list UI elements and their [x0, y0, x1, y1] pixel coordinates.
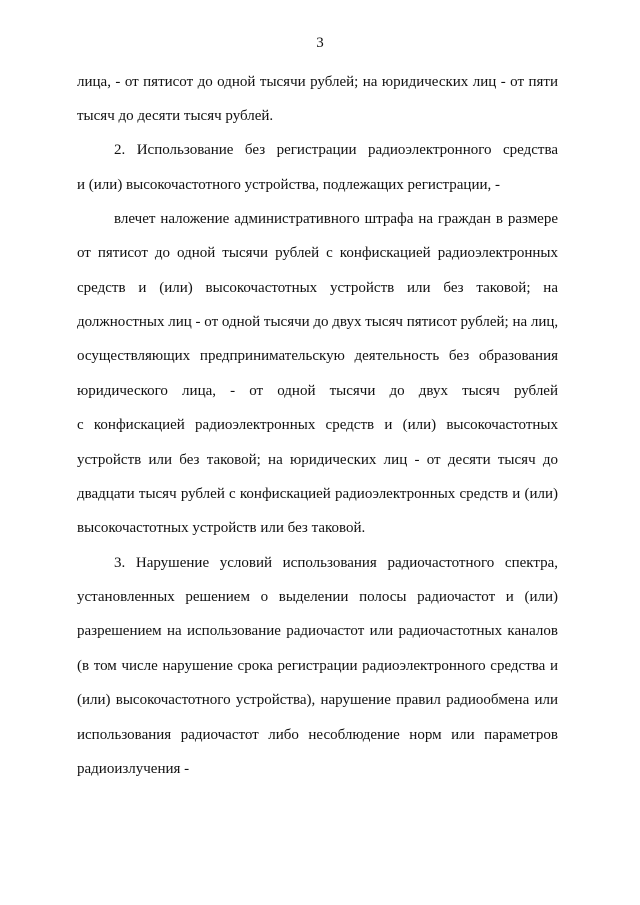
text-line: установленных решением о выделении полосы радиочастот и (или)	[77, 589, 558, 605]
text-line: (или) высокочастотного устройства), нарушение правил радиообмена или	[77, 692, 558, 708]
paragraph-3-start: 3. Нарушение условий использования радиочастотного спектра,	[114, 555, 558, 571]
text-line: двадцати тысяч рублей с конфискацией радиоэлектронных средств и (или)	[77, 486, 558, 502]
text-line: использования радиочастот либо несоблюдение норм или параметров	[77, 727, 558, 743]
text-line: устройств или без таковой; на юридических лиц - от десяти тысяч до	[77, 452, 558, 468]
page-number: 3	[316, 35, 324, 51]
text-line: юридического лица, - от одной тысячи до двух тысяч рублей	[77, 383, 558, 399]
text-line: с конфискацией радиоэлектронных средств и (или) высокочастотных	[77, 417, 558, 433]
text-line: тысяч до десяти тысяч рублей.	[77, 108, 274, 124]
text-line: осуществляющих предпринимательскую деятельность без образования	[77, 348, 558, 364]
text-line: высокочастотных устройств или без таковой.	[77, 520, 366, 536]
text-line: радиоизлучения -	[77, 761, 190, 777]
text-line: должностных лиц - от одной тысячи до двух тысяч пятисот рублей; на лиц,	[77, 314, 559, 330]
text-line: и (или) высокочастотного устройства, подлежащих регистрации, -	[77, 177, 501, 193]
sanction-paragraph-start: влечет наложение административного штрафа на граждан в размере	[114, 211, 558, 227]
text-line: лица, - от пятисот до одной тысячи рублей; на юридических лиц - от пяти	[77, 74, 558, 90]
text-line: средств и (или) высокочастотных устройств или без таковой; на	[77, 280, 558, 296]
text-line: разрешением на использование радиочастот или радиочастотных каналов	[77, 623, 558, 639]
text-line: от пятисот до одной тысячи рублей с конфискацией радиоэлектронных	[77, 245, 558, 261]
paragraph-2-start: 2. Использование без регистрации радиоэлектронного средства	[114, 142, 558, 158]
text-line: (в том числе нарушение срока регистрации радиоэлектронного средства и	[77, 658, 558, 674]
